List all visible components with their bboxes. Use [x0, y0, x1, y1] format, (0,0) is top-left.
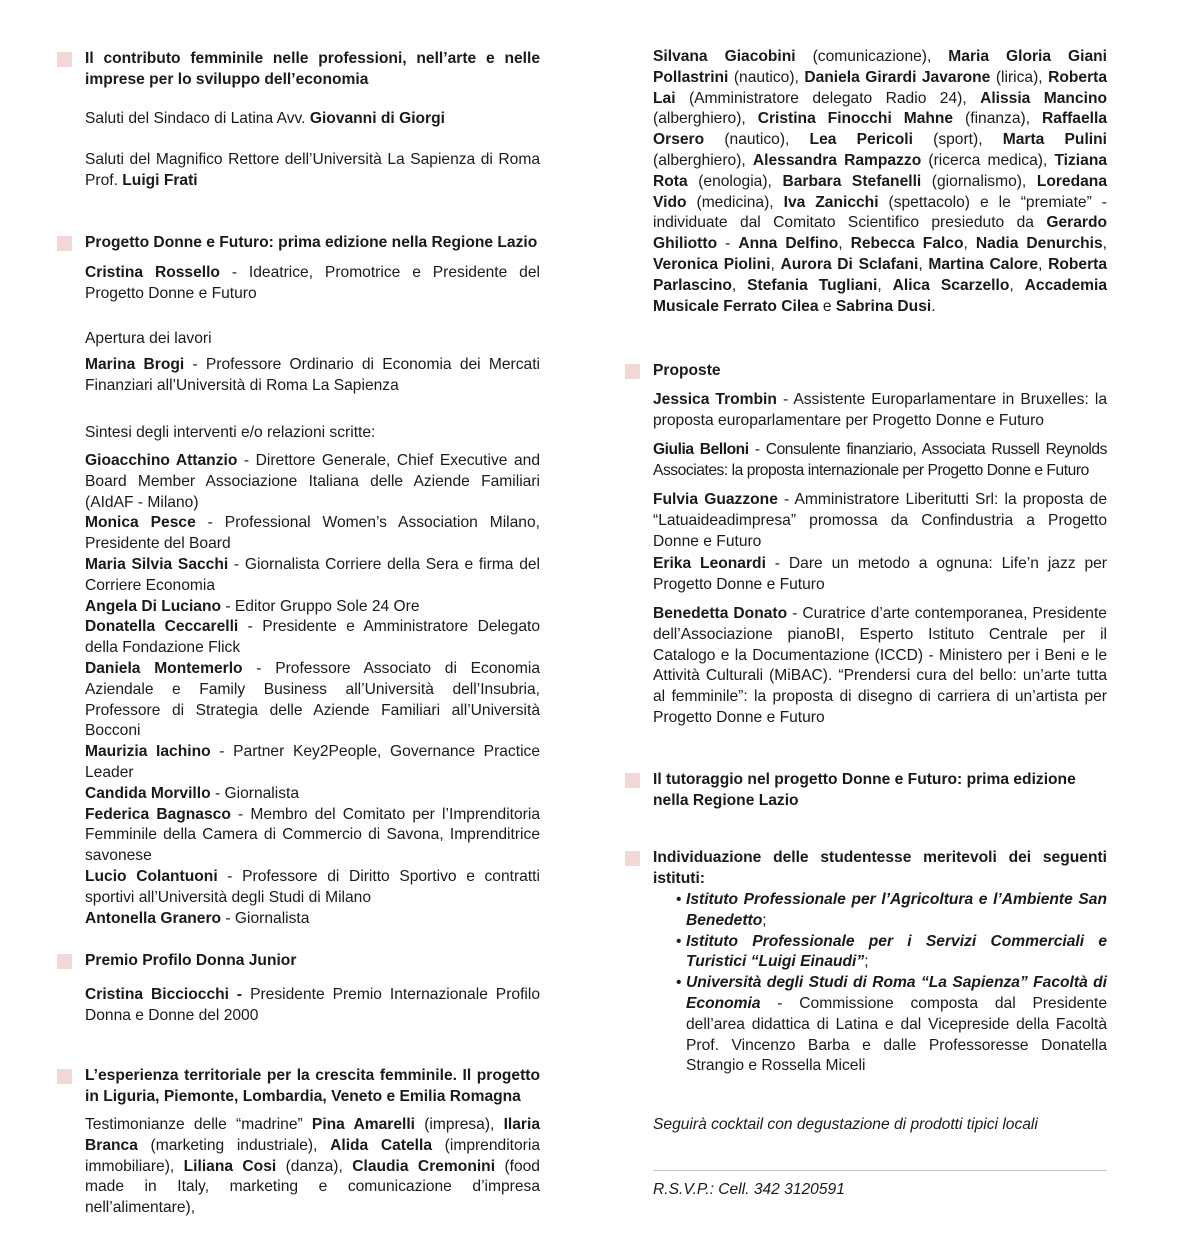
section-bullet-square [57, 52, 72, 67]
section-bullet-square [57, 1069, 72, 1084]
separator: . [931, 297, 936, 315]
madrina-field: (nautico), [728, 68, 805, 86]
person-role: - Ideatrice, Promotrice e Presidente del Progetto Donne e Futuro [85, 264, 540, 302]
speaker-name: Angela Di Luciano [85, 597, 222, 615]
speaker-entry [85, 659, 540, 742]
speaker-name: Federica Bagnasco [85, 805, 231, 823]
speaker-role: - Editor Gruppo Sole 24 Ore [221, 597, 420, 615]
madrina-name: Claudia Cremonini [352, 1157, 496, 1175]
person-role: - Amministratore Liberitutti Srl: la proposta de “Latuaideadimpresa” promossa da Confindustria a Progetto Donne e Futuro [653, 491, 1107, 550]
separator: , [877, 276, 893, 294]
speaker-entry [85, 909, 540, 930]
madrina-field: (comunicazione), [795, 48, 949, 65]
madrina-name: Pina Amarelli [311, 1116, 416, 1133]
speaker-entry [85, 555, 540, 597]
committee-name: Anna Delfino [738, 235, 839, 253]
speaker-name: Maria Silvia Sacchi [85, 555, 229, 573]
list-item [686, 973, 1107, 1077]
madrina-field: (Amministratore delegato Radio 24), [675, 89, 981, 107]
speaker-entry [85, 867, 540, 909]
committee-name: Roberta Parlascino [653, 255, 1107, 294]
committee-name: Martina Calore [928, 255, 1039, 273]
section-heading: Progetto Donne e Futuro: prima edizione nella Regione Lazio [85, 234, 538, 251]
separator: , [731, 276, 748, 294]
speaker-role: - Professore Associato di Economia Aziendale e Family Business all’Università dell’Insubria, Professore di Strategia delle Aziende Familiari all’Università Bocconi [85, 659, 540, 740]
speaker-entry [85, 805, 540, 867]
speaker-name: Gioacchino Attanzio [85, 452, 238, 469]
institute-detail: ; [864, 953, 869, 971]
speaker-name: Antonella Granero [85, 909, 222, 927]
speaker-role: - Professional Women’s Association Milano, Presidente del Board [85, 514, 540, 553]
separator: , [770, 255, 781, 273]
madrine-intro: Testimonianze delle “madrine” [85, 1116, 312, 1133]
person-name: Jessica Trombin [653, 391, 777, 408]
madrina-field: (enologia), [687, 172, 783, 190]
section-heading: Premio Profilo Donna Junior [85, 952, 297, 969]
proposta-entry [653, 604, 1107, 729]
madrina-name: Tiziana Rota [653, 151, 1108, 190]
saluti-sindaco [85, 109, 540, 130]
speaker-name: Donatella Ceccarelli [85, 618, 239, 636]
section-premio-profilo-donna [85, 951, 540, 972]
saluti-text: Saluti del Magnifico Rettore dell’Università La Sapienza di Roma Prof. [85, 151, 540, 189]
section-heading: Il tutoraggio nel progetto Donne e Futuro: prima edizione nella Regione Lazio [653, 771, 1076, 809]
madrina-field: (alberghiero), [653, 110, 758, 128]
madrina-field: (sport), [912, 131, 1003, 149]
madrina-field: (imprenditoria immobiliare), [85, 1136, 540, 1175]
madrina-name: Alissia Mancino [980, 89, 1107, 107]
madrina-name: Barbara Stefanelli [782, 172, 922, 190]
madrina-name: Loredana Vido [653, 172, 1107, 211]
person-name: Fulvia Guazzone [653, 491, 778, 508]
section-contributo-femminile [85, 49, 540, 91]
speaker-role: - Membro del Comitato per l’Imprenditoria Femminile della Camera di Commercio di Savona, Imprenditrice savonese [85, 805, 540, 865]
madrina-field: (spettacolo) e le “premiate” - individuate dal Comitato Scientifico presieduto da [653, 193, 1107, 232]
madrina-field: (marketing industriale), [137, 1136, 331, 1154]
madrina-name: Silvana Giacobini [653, 48, 796, 65]
madrina-field: (alberghiero), [653, 151, 753, 169]
madrine-paragraph-continued [653, 47, 1107, 317]
committee-name: Rebecca Falco [850, 235, 964, 253]
person-name: Marina Brogi [85, 356, 185, 373]
separator: , [918, 255, 929, 273]
committee-name: Aurora Di Sclafani [780, 255, 919, 273]
madrina-field: (danza), [276, 1157, 353, 1175]
speaker-name: Lucio Colantuoni [85, 867, 218, 885]
madrina-name: Daniela Girardi Javarone [804, 68, 991, 86]
madrina-field: (lirica), [990, 68, 1049, 86]
section-progetto-donne-futuro [85, 233, 540, 254]
apertura-label: Apertura dei lavori [85, 330, 212, 347]
institute-name: Istituto Professionale per l’Agricoltura e l’Ambiente San Benedetto [686, 891, 1107, 929]
rsvp: R.S.V.P.: Cell. 342 3120591 [653, 1181, 845, 1198]
madrina-field: (medicina), [686, 193, 784, 211]
separator: - [717, 235, 739, 253]
madrina-name: Roberta Lai [653, 68, 1107, 107]
person-role: - Consulente finanziario, Associata Russell Reynolds Associates: la proposta internazionale per Progetto Donne e Futuro [653, 441, 1107, 479]
person-role: - Curatrice d’arte contemporanea, Presidente dell’Associazione pianoBI, Esperto Istituto Centrale per il Catalogo e la Documentazione (ICCD) - Ministero per i Beni e le Attività Culturali (MiBAC). “Prendersi cura del bello: un’arte tutta al femminile”: la proposta di disegno di carriera di un’artista per Progetto Donne e Futuro [653, 605, 1107, 726]
speaker-entry [85, 784, 540, 805]
person-name: Benedetta Donato [653, 605, 788, 622]
institutes-list [653, 890, 1107, 1077]
person-role: - Professore Ordinario di Economia dei Mercati Finanziari all’Università di Roma La Sapienza [85, 356, 541, 394]
committee-name: Veronica Piolini [653, 255, 771, 273]
section-individuazione [653, 848, 1107, 890]
proposta-entry [653, 390, 1107, 432]
section-bullet-square [57, 236, 72, 251]
speaker-role: - Presidente e Amministratore Delegato della Fondazione Flick [85, 618, 540, 657]
speaker-entry [85, 597, 540, 618]
proposta-entry [653, 554, 1107, 596]
madrina-field: (giornalismo), [921, 172, 1037, 190]
committee-name: Accademia Musicale Ferrato Cilea [653, 276, 1108, 315]
presenter-entry [85, 263, 540, 305]
committee-name: Gerardo Ghiliotto [653, 214, 1107, 253]
person-name: Luigi Frati [122, 171, 198, 189]
person-role: - Assistente Europarlamentare in Bruxelles: la proposta europarlamentare per Progetto Donne e Futuro [653, 391, 1107, 429]
madrina-name: Marta Pulini [1002, 131, 1107, 149]
speaker-role: - Giornalista [221, 909, 310, 927]
section-bullet-square [625, 851, 640, 866]
person-name: Giovanni di Giorgi [309, 110, 445, 127]
institute-detail: ; [762, 911, 767, 929]
madrina-name: Alessandra Rampazzo [752, 151, 922, 169]
committee-name: Alica Scarzello [892, 276, 1010, 294]
section-heading: L’esperienza territoriale per la crescita femminile. Il progetto in Liguria, Piemonte, Lombardia, Veneto e Emilia Romagna [85, 1067, 540, 1105]
speaker-entry [85, 742, 540, 784]
madrina-field: (ricerca medica), [921, 151, 1055, 169]
person-name: Cristina Bicciocchi - [85, 986, 243, 1003]
separator: , [1102, 235, 1108, 253]
speaker-role: - Partner Key2People, Governance Practice Leader [85, 743, 540, 781]
section-heading: Il contributo femminile nelle professioni, nell’arte e nelle imprese per lo sviluppo dell’economia [85, 50, 540, 88]
committee-name: Stefania Tugliani [747, 276, 878, 294]
saluti-text: Saluti del Sindaco di Latina Avv. [85, 110, 310, 127]
speaker-role: - Professore di Diritto Sportivo e contratti sportivi all’Università degli Studi di Milano [85, 867, 540, 906]
madrina-name: Alida Catella [330, 1136, 433, 1154]
separator: , [838, 235, 851, 253]
person-role: Presidente Premio Internazionale Profilo Donna e Donne del 2000 [85, 986, 541, 1024]
section-bullet-square [625, 364, 640, 379]
separator: , [1009, 276, 1025, 294]
person-name: Erika Leonardi [653, 555, 766, 572]
committee-name: Sabrina Dusi [835, 297, 932, 315]
list-item [686, 890, 1107, 932]
separator: , [963, 235, 976, 253]
madrina-field: (impresa), [415, 1116, 504, 1133]
madrina-name: Liliana Cosi [183, 1157, 277, 1175]
speaker-role: - Giornalista Corriere della Sera e firma del Corriere Economia [85, 555, 541, 594]
speaker-name: Daniela Montemerlo [85, 659, 243, 677]
section-heading: Individuazione delle studentesse meritevoli dei seguenti istituti: [653, 849, 1107, 887]
madrina-name: Lea Pericoli [809, 131, 913, 149]
section-proposte [653, 361, 1107, 382]
person-role: - Dare un metodo a ognuna: Life’n jazz per Progetto Donne e Futuro [653, 555, 1107, 593]
madrina-name: Iva Zanicchi [783, 193, 879, 211]
divider-rule [653, 1170, 1107, 1171]
proposta-entry [653, 490, 1107, 552]
institute-detail: - Commissione composta dal Presidente dell’area didattica di Latina e dal Vicepreside della Facoltà Prof. Vincenzo Barba e dalle Professoresse Donatella Strangio e Rossella Miceli [686, 994, 1107, 1075]
cocktail-note: Seguirà cocktail con degustazione di prodotti tipici locali [653, 1116, 1038, 1133]
section-tutoraggio [653, 770, 1107, 812]
list-item [686, 932, 1107, 974]
speaker-name: Monica Pesce [85, 514, 196, 532]
apertura-entry [85, 355, 540, 397]
speaker-entry [85, 513, 540, 555]
madrina-field: (finanza), [953, 110, 1042, 128]
committee-name: Nadia Denurchis [975, 235, 1103, 253]
separator: e [818, 297, 836, 315]
madrina-name: Cristina Finocchi Mahne [757, 110, 954, 128]
section-bullet-square [57, 954, 72, 969]
speaker-entry [85, 617, 540, 659]
speaker-name: Candida Morvillo [85, 784, 211, 802]
premio-presenter-entry [85, 985, 540, 1027]
madrina-name: Ilaria Branca [85, 1116, 540, 1154]
person-name: Giulia Belloni [653, 441, 749, 458]
speaker-role: - Giornalista [210, 784, 300, 802]
institute-name: Istituto Professionale per i Servizi Commerciali e Turistici “Luigi Einaudi” [686, 932, 1107, 971]
madrina-name: Maria Gloria Giani Pollastrini [653, 48, 1107, 86]
speakers-list [85, 451, 540, 929]
separator: , [1038, 255, 1049, 273]
speaker-role: - Direttore Generale, Chief Executive and Board Member Associazione Italiana delle Aziende Familiari (AIdAF - Milano) [85, 452, 540, 511]
madrine-paragraph-start [85, 1115, 540, 1219]
proposta-entry [653, 440, 1107, 482]
speaker-entry [85, 451, 540, 513]
person-name: Cristina Rossello [85, 264, 220, 281]
madrina-field: (food made in Italy, marketing e comunicazione d’impresa nell’alimentare), [85, 1157, 540, 1217]
madrina-field: (nautico), [704, 131, 810, 149]
sintesi-label: Sintesi degli interventi e/o relazioni scritte: [85, 424, 376, 441]
section-heading: Proposte [653, 362, 721, 379]
saluti-rettore [85, 150, 540, 192]
speaker-name: Maurizia Iachino [85, 743, 211, 761]
institute-name: Università degli Studi di Roma “La Sapienza” Facoltà di Economia [686, 974, 1107, 1012]
section-esperienza-territoriale [85, 1066, 540, 1108]
madrina-name: Raffaella Orsero [653, 110, 1107, 149]
section-bullet-square [625, 773, 640, 788]
